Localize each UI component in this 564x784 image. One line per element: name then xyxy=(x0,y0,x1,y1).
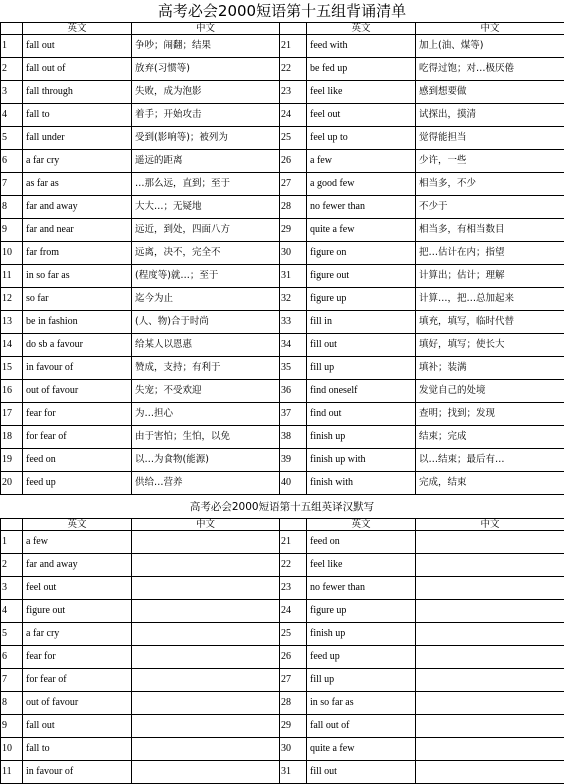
english-phrase: no fewer than xyxy=(307,196,416,219)
row-number: 6 xyxy=(1,646,23,669)
table-row xyxy=(1,196,564,219)
row-number: 13 xyxy=(1,311,23,334)
chinese-meaning: 赞成，支持；有利于 xyxy=(132,357,280,380)
table-row xyxy=(1,35,564,58)
header-english: 英文 xyxy=(307,23,416,35)
row-number: 15 xyxy=(1,357,23,380)
chinese-meaning: 发觉自己的处境 xyxy=(416,380,564,403)
chinese-meaning: 相当多，有相当数目 xyxy=(416,219,564,242)
english-phrase: feed up xyxy=(23,472,132,495)
english-phrase: fall under xyxy=(23,127,132,150)
header-chinese: 中文 xyxy=(416,519,564,531)
table-row xyxy=(1,219,564,242)
table-row xyxy=(1,288,564,311)
row-number: 31 xyxy=(280,265,307,288)
english-phrase: out of favour xyxy=(23,380,132,403)
english-phrase: so far xyxy=(23,288,132,311)
table-row xyxy=(1,81,564,104)
row-number: 3 xyxy=(1,577,23,600)
row-number: 10 xyxy=(1,738,23,761)
table-row xyxy=(1,104,564,127)
english-phrase: feed on xyxy=(307,531,416,554)
english-phrase: quite a few xyxy=(307,219,416,242)
answer-blank[interactable] xyxy=(132,761,280,784)
chinese-meaning: 着手；开始攻击 xyxy=(132,104,280,127)
table-header-row xyxy=(1,519,564,531)
row-number: 26 xyxy=(280,150,307,173)
header-english: 英文 xyxy=(23,519,132,531)
answer-blank[interactable] xyxy=(416,692,564,715)
chinese-meaning: 加上(油、煤等) xyxy=(416,35,564,58)
table-row xyxy=(1,242,564,265)
row-number: 27 xyxy=(280,669,307,692)
english-phrase: no fewer than xyxy=(307,577,416,600)
chinese-meaning: 争吵；闹翻；结果 xyxy=(132,35,280,58)
row-number: 36 xyxy=(280,380,307,403)
table-row xyxy=(1,357,564,380)
header-chinese: 中文 xyxy=(132,519,280,531)
chinese-meaning: 填补；装满 xyxy=(416,357,564,380)
english-phrase: feel up to xyxy=(307,127,416,150)
row-number: 30 xyxy=(280,738,307,761)
english-phrase: fall out xyxy=(23,715,132,738)
english-phrase: out of favour xyxy=(23,692,132,715)
row-number: 10 xyxy=(1,242,23,265)
row-number: 30 xyxy=(280,242,307,265)
english-phrase: figure on xyxy=(307,242,416,265)
chinese-meaning: 供给…营养 xyxy=(132,472,280,495)
english-phrase: figure out xyxy=(23,600,132,623)
english-phrase: in favour of xyxy=(23,761,132,784)
table-header-row xyxy=(1,23,564,35)
chinese-meaning: 以…为食物(能源) xyxy=(132,449,280,472)
answer-blank[interactable] xyxy=(132,692,280,715)
table-row xyxy=(1,127,564,150)
english-phrase: fall out of xyxy=(307,715,416,738)
chinese-meaning: 感到想要做 xyxy=(416,81,564,104)
english-phrase: fill up xyxy=(307,669,416,692)
answer-blank[interactable] xyxy=(132,600,280,623)
answer-blank[interactable] xyxy=(416,669,564,692)
english-phrase: feel like xyxy=(307,554,416,577)
chinese-meaning: 计算出；估计；理解 xyxy=(416,265,564,288)
row-number: 7 xyxy=(1,669,23,692)
english-phrase: fall out xyxy=(23,35,132,58)
english-phrase: a good few xyxy=(307,173,416,196)
row-number: 39 xyxy=(280,449,307,472)
answer-blank[interactable] xyxy=(416,761,564,784)
english-phrase: find oneself xyxy=(307,380,416,403)
row-number: 22 xyxy=(280,58,307,81)
chinese-meaning: 失败，成为泡影 xyxy=(132,81,280,104)
english-phrase: a few xyxy=(23,531,132,554)
english-phrase: do sb a favour xyxy=(23,334,132,357)
english-phrase: figure up xyxy=(307,600,416,623)
chinese-meaning: 把…估计在内；指望 xyxy=(416,242,564,265)
table-row xyxy=(1,623,564,646)
english-phrase: fill in xyxy=(307,311,416,334)
answer-blank[interactable] xyxy=(132,669,280,692)
table-row xyxy=(1,531,564,554)
table-row xyxy=(1,380,564,403)
chinese-meaning: 不少于 xyxy=(416,196,564,219)
row-number: 8 xyxy=(1,692,23,715)
header-blank xyxy=(1,23,23,35)
chinese-meaning: 计算…，把…总加起来 xyxy=(416,288,564,311)
row-number: 25 xyxy=(280,127,307,150)
table-row xyxy=(1,150,564,173)
recitation-table xyxy=(0,22,564,495)
header-english: 英文 xyxy=(23,23,132,35)
english-phrase: figure up xyxy=(307,288,416,311)
answer-blank[interactable] xyxy=(132,646,280,669)
row-number: 1 xyxy=(1,35,23,58)
english-phrase: feel out xyxy=(307,104,416,127)
chinese-meaning: 远近，到处，四面八方 xyxy=(132,219,280,242)
row-number: 2 xyxy=(1,554,23,577)
english-phrase: figure out xyxy=(307,265,416,288)
english-phrase: far from xyxy=(23,242,132,265)
english-phrase: far and away xyxy=(23,196,132,219)
answer-blank[interactable] xyxy=(132,715,280,738)
english-phrase: fill out xyxy=(307,334,416,357)
row-number: 38 xyxy=(280,426,307,449)
chinese-meaning: 完成，结束 xyxy=(416,472,564,495)
row-number: 23 xyxy=(280,577,307,600)
table-row xyxy=(1,692,564,715)
chinese-meaning: 大大…；无疑地 xyxy=(132,196,280,219)
row-number: 1 xyxy=(1,531,23,554)
table-row xyxy=(1,265,564,288)
answer-blank[interactable] xyxy=(416,600,564,623)
dictation-table xyxy=(0,518,564,784)
chinese-meaning: (程度等)就…；至于 xyxy=(132,265,280,288)
english-phrase: fall out of xyxy=(23,58,132,81)
answer-blank[interactable] xyxy=(132,531,280,554)
row-number: 16 xyxy=(1,380,23,403)
chinese-meaning: (人、物)合于时尚 xyxy=(132,311,280,334)
row-number: 24 xyxy=(280,600,307,623)
english-phrase: in so far as xyxy=(307,692,416,715)
answer-blank[interactable] xyxy=(132,554,280,577)
chinese-meaning: 查明；找到；发现 xyxy=(416,403,564,426)
answer-blank[interactable] xyxy=(416,531,564,554)
row-number: 4 xyxy=(1,600,23,623)
row-number: 17 xyxy=(1,403,23,426)
row-number: 5 xyxy=(1,623,23,646)
row-number: 14 xyxy=(1,334,23,357)
english-phrase: fear for xyxy=(23,403,132,426)
row-number: 3 xyxy=(1,81,23,104)
row-number: 6 xyxy=(1,150,23,173)
table-row xyxy=(1,738,564,761)
row-number: 2 xyxy=(1,58,23,81)
row-number: 28 xyxy=(280,692,307,715)
row-number: 11 xyxy=(1,761,23,784)
chinese-meaning: 为…担心 xyxy=(132,403,280,426)
dictation-subtitle: 高考必会2000短语第十五组英译汉默写 xyxy=(189,501,375,513)
row-number: 19 xyxy=(1,449,23,472)
english-phrase: fill up xyxy=(307,357,416,380)
answer-blank[interactable] xyxy=(416,577,564,600)
table-row xyxy=(1,715,564,738)
row-number: 5 xyxy=(1,127,23,150)
row-number: 21 xyxy=(280,35,307,58)
answer-blank[interactable] xyxy=(416,623,564,646)
row-number: 21 xyxy=(280,531,307,554)
chinese-meaning: 觉得能担当 xyxy=(416,127,564,150)
table-row xyxy=(1,761,564,784)
table-row xyxy=(1,646,564,669)
row-number: 18 xyxy=(1,426,23,449)
english-phrase: find out xyxy=(307,403,416,426)
table-row xyxy=(1,554,564,577)
row-number: 9 xyxy=(1,219,23,242)
table-row xyxy=(1,334,564,357)
answer-blank[interactable] xyxy=(132,623,280,646)
answer-blank[interactable] xyxy=(416,554,564,577)
chinese-meaning: 远离，决不，完全不 xyxy=(132,242,280,265)
chinese-meaning: 失宠；不受欢迎 xyxy=(132,380,280,403)
english-phrase: fall to xyxy=(23,738,132,761)
row-number: 40 xyxy=(280,472,307,495)
row-number: 32 xyxy=(280,288,307,311)
header-blank xyxy=(280,23,307,35)
english-phrase: a few xyxy=(307,150,416,173)
answer-blank[interactable] xyxy=(132,577,280,600)
table-row xyxy=(1,669,564,692)
answer-blank[interactable] xyxy=(416,715,564,738)
chinese-meaning: …那么远，直到；至于 xyxy=(132,173,280,196)
answer-blank[interactable] xyxy=(416,646,564,669)
row-number: 4 xyxy=(1,104,23,127)
row-number: 11 xyxy=(1,265,23,288)
row-number: 35 xyxy=(280,357,307,380)
chinese-meaning: 相当多，不少 xyxy=(416,173,564,196)
english-phrase: a far cry xyxy=(23,623,132,646)
header-english: 英文 xyxy=(307,519,416,531)
table-row xyxy=(1,577,564,600)
english-phrase: feel like xyxy=(307,81,416,104)
chinese-meaning: 由于害怕；生怕，以免 xyxy=(132,426,280,449)
page-title: 高考必会2000短语第十五组背诵清单 xyxy=(157,2,407,20)
row-number: 20 xyxy=(1,472,23,495)
table-row xyxy=(1,403,564,426)
english-phrase: fill out xyxy=(307,761,416,784)
row-number: 29 xyxy=(280,715,307,738)
english-phrase: for fear of xyxy=(23,426,132,449)
row-number: 33 xyxy=(280,311,307,334)
table-row xyxy=(1,449,564,472)
english-phrase: for fear of xyxy=(23,669,132,692)
row-number: 26 xyxy=(280,646,307,669)
english-phrase: finish up xyxy=(307,623,416,646)
english-phrase: feel out xyxy=(23,577,132,600)
chinese-meaning: 少许，一些 xyxy=(416,150,564,173)
row-number: 23 xyxy=(280,81,307,104)
chinese-meaning: 填好，填写；使长大 xyxy=(416,334,564,357)
table-row xyxy=(1,426,564,449)
english-phrase: a far cry xyxy=(23,150,132,173)
table-row xyxy=(1,472,564,495)
row-number: 37 xyxy=(280,403,307,426)
chinese-meaning: 试探出，摸清 xyxy=(416,104,564,127)
chinese-meaning: 受到(影响等)；被列为 xyxy=(132,127,280,150)
chinese-meaning: 给某人以恩惠 xyxy=(132,334,280,357)
row-number: 24 xyxy=(280,104,307,127)
english-phrase: in favour of xyxy=(23,357,132,380)
row-number: 7 xyxy=(1,173,23,196)
answer-blank[interactable] xyxy=(416,738,564,761)
row-number: 12 xyxy=(1,288,23,311)
english-phrase: fall to xyxy=(23,104,132,127)
row-number: 22 xyxy=(280,554,307,577)
english-phrase: finish up xyxy=(307,426,416,449)
header-blank xyxy=(280,519,307,531)
table-row xyxy=(1,311,564,334)
english-phrase: be fed up xyxy=(307,58,416,81)
english-phrase: finish up with xyxy=(307,449,416,472)
answer-blank[interactable] xyxy=(132,738,280,761)
header-chinese: 中文 xyxy=(416,23,564,35)
english-phrase: in so far as xyxy=(23,265,132,288)
chinese-meaning: 放弃(习惯等) xyxy=(132,58,280,81)
chinese-meaning: 迄今为止 xyxy=(132,288,280,311)
english-phrase: fall through xyxy=(23,81,132,104)
row-number: 29 xyxy=(280,219,307,242)
english-phrase: feed up xyxy=(307,646,416,669)
header-blank xyxy=(1,519,23,531)
english-phrase: feed on xyxy=(23,449,132,472)
english-phrase: feed with xyxy=(307,35,416,58)
row-number: 27 xyxy=(280,173,307,196)
english-phrase: be in fashion xyxy=(23,311,132,334)
chinese-meaning: 以…结束；最后有… xyxy=(416,449,564,472)
chinese-meaning: 吃得过饱；对…极厌倦 xyxy=(416,58,564,81)
table-row xyxy=(1,600,564,623)
english-phrase: fear for xyxy=(23,646,132,669)
english-phrase: far and away xyxy=(23,554,132,577)
chinese-meaning: 填充，填写，临时代替 xyxy=(416,311,564,334)
row-number: 8 xyxy=(1,196,23,219)
table-row xyxy=(1,58,564,81)
table-row xyxy=(1,173,564,196)
chinese-meaning: 遥远的距离 xyxy=(132,150,280,173)
english-phrase: as far as xyxy=(23,173,132,196)
english-phrase: quite a few xyxy=(307,738,416,761)
english-phrase: far and near xyxy=(23,219,132,242)
row-number: 31 xyxy=(280,761,307,784)
row-number: 28 xyxy=(280,196,307,219)
row-number: 25 xyxy=(280,623,307,646)
english-phrase: finish with xyxy=(307,472,416,495)
header-chinese: 中文 xyxy=(132,23,280,35)
row-number: 34 xyxy=(280,334,307,357)
row-number: 9 xyxy=(1,715,23,738)
chinese-meaning: 结束；完成 xyxy=(416,426,564,449)
